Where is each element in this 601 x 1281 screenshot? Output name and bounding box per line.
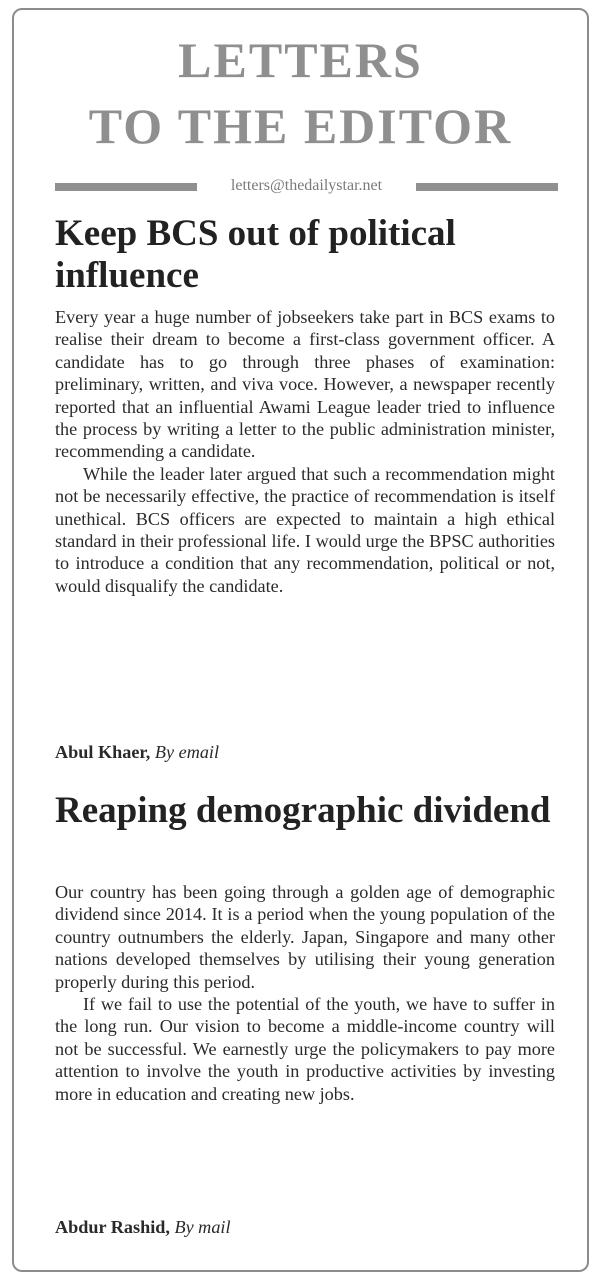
letter-2-signature [55,1215,231,1239]
letter-2-headline: Reaping demographic dividend [55,790,551,831]
letter-1-via: By email [154,742,220,762]
letter-2-author: Abdur Rashid, [55,1217,170,1237]
letter-2-paragraph-2: If we fail to use the potential of the youth, we have to suffer in the long run. Our vision to become a middle-income country will not be successful. We earnestly urge the policymakers to pay more attention to involve the youth in productive activities by investing more in education and creating new jobs. [55,994,555,1104]
letter-2-body [55,881,555,1105]
email-row [55,172,558,200]
letter-2-via: By mail [174,1217,231,1237]
letter-1-author: Abul Khaer, [55,742,151,762]
letter-1-signature [55,740,219,764]
letter-2-paragraph-1: Our country has been going through a golden age of demographic dividend since 2014. It is a period when the young population of the country outnumbers the elderly. Japan, Singapore and many other nations developed themselves by utilising their young generation properly during this period. [55,882,555,992]
letter-1-paragraph-2: While the leader later argued that such a recommendation might not be necessarily effective, the practice of recommendation is itself unethical. BCS officers are expected to maintain a high ethical standard in their professional life. I would urge the BPSC authorities to introduce a condition that any recommendation, political or not, would disqualify the candidate. [55,463,555,596]
divider-right [416,183,558,191]
divider-left [55,183,197,191]
editor-email-link[interactable]: letters@thedailystar.net [230,177,383,194]
letter-1-paragraph-1: Every year a huge number of jobseekers take part in BCS exams to realise their dream to become a first-class government officer. A candidate has to go through three phases of examination: preliminary, written, and viva voce. However, a newspaper recently reported that an influential Awami League leader tried to influence the process by writing a letter to the public administration minister, recommending a candidate. [55,307,555,462]
letter-1-headline: Keep BCS out of political influence [55,213,456,296]
masthead-title-line1: LETTERS [178,32,423,88]
letter-1-body [55,306,555,597]
masthead-title-line2: TO THE EDITOR [88,98,513,154]
